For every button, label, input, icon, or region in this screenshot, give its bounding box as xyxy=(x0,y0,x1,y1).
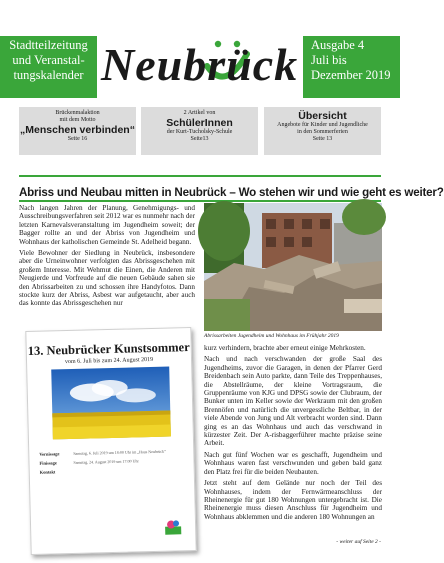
poster-row-vernissage: Vernissage Samstag, 6. Juli 2019 um 18:00 Uhr im „Haus Neubrück“ xyxy=(39,448,166,457)
article-paragraph: Viele Bewohner der Siedlung in Neubrück, insbesondere aber die Urneinwohner verfolgten das Abrissgeschehen mit großem Interesse. Mit Wehmut die Einen, die Anderen mit Neugierde und Vorfreude auf die neuen Gebäude sahen sie den Abrissarbeiten zu und schossen ihre Handyfotos. Dann stockte kurz der Abriss, Asbest war aufgetaucht, aber auch das konnte das Abrissgeschehen nur xyxy=(19,249,195,308)
poster-row-finissage: Finissage Samstag, 24. August 2019 um 17:00 Uhr xyxy=(39,458,139,466)
article-paragraph: kurz verhindern, brachte aber erneut einige Mehrkosten. xyxy=(204,344,366,352)
article-headline: Abriss und Neubau mitten in Neubrück – Wo stehen wir und wie geht es weiter? xyxy=(19,186,444,199)
masthead xyxy=(0,36,400,98)
masthead-tagline: Stadtteilzeitung und Veranstal- tungskalender xyxy=(0,36,97,98)
article-paragraph: Jetzt steht auf dem Gelände nur noch der Teil des Wohnhauses, indem der Fernwärmeanschluss der Rheinenergie für gut 180 Wohnungen untergebracht ist. Die Rheinenergie muss diesen Anschluss für Jugendheim und Wohnhaus abklemmen und die anderen 180 Wohnungen an xyxy=(204,479,382,521)
logo-text: Neubrück xyxy=(101,39,299,90)
poster-row-kontakt: Kontakt xyxy=(39,469,56,475)
masthead-logo xyxy=(97,36,303,98)
sunflower-field-image xyxy=(51,367,171,440)
teaser-schuelerinnen[interactable]: 2 Artikel von SchülerInnen der Kurt-Tucholsky-Schule Seite13 xyxy=(141,107,258,155)
poster-details xyxy=(39,448,186,479)
article-column-right xyxy=(204,344,382,524)
photo-caption: Abrissarbeiten Jugendheim und Wohnhaus im Frühjahr 2019 xyxy=(204,333,339,339)
article-paragraph: Nach und nach verschwanden der große Saal des Jugendheims, zuvor die Garagen, in denen der Pfarrer Gerd Breidenbach sein Auto parkte, dann Teile des Treppenhauses, die Abstellräume, der kleine Vortragsraum, die Gruppenräume von KJG und DPSG sowie der Clubraum, der Bunker unten im Keller sowie der Werkraum mit den großen Brennöfen und natürlich die unvergessliche Beltbar, in der viele Abende von Jung und Alt verbracht worden sind. Dann ging es an das Wohnhaus und auch das verschwand in kürzester Zeit. Der A-risbaggerführer machte präzise seine Arbeit. xyxy=(204,355,382,448)
article-paragraph: Nach gut fünf Wochen war es geschafft, Jugendheim und Wohnhaus waren fast verschwunden und geben bald ganz den Platz frei für die beiden Neubauten. xyxy=(204,450,382,476)
poster-dates: vom 6. Juli bis zum 24. August 2019 xyxy=(64,356,154,366)
kunstsommer-poster xyxy=(25,327,196,555)
demolition-photo xyxy=(204,203,382,331)
teaser-brueckenmalaktion[interactable]: Brückenmalaktion mit dem Motto „Menschen verbinden“ Seite 16 xyxy=(19,107,136,155)
divider-top xyxy=(19,175,381,177)
poster-logo-icon xyxy=(163,518,183,536)
poster-title: 13. Neubrücker Kunstsommer xyxy=(27,340,190,359)
article-column-left xyxy=(19,204,195,311)
article-paragraph: Nach langen Jahren der Planung, Genehmigungs- und Ausschreibungsverfahren seit 2012 war es nunmehr nach der letzten Karnevalsveranstaltung im Jugendheim soweit; der Bagger rollte an und der Abriss von Jugendheim und Wohnhaus der katholischen Gemeinde St. Adelheid begann. xyxy=(19,204,195,246)
issue-info: Ausgabe 4 Juli bis Dezember 2019 xyxy=(303,36,400,98)
divider-headline xyxy=(19,200,381,202)
continue-note: - weiter auf Seite 2 - xyxy=(336,539,381,545)
teaser-uebersicht[interactable]: Übersicht Angebote für Kinder und Jugendliche in den Sommerferien Seite 13 xyxy=(264,107,381,155)
